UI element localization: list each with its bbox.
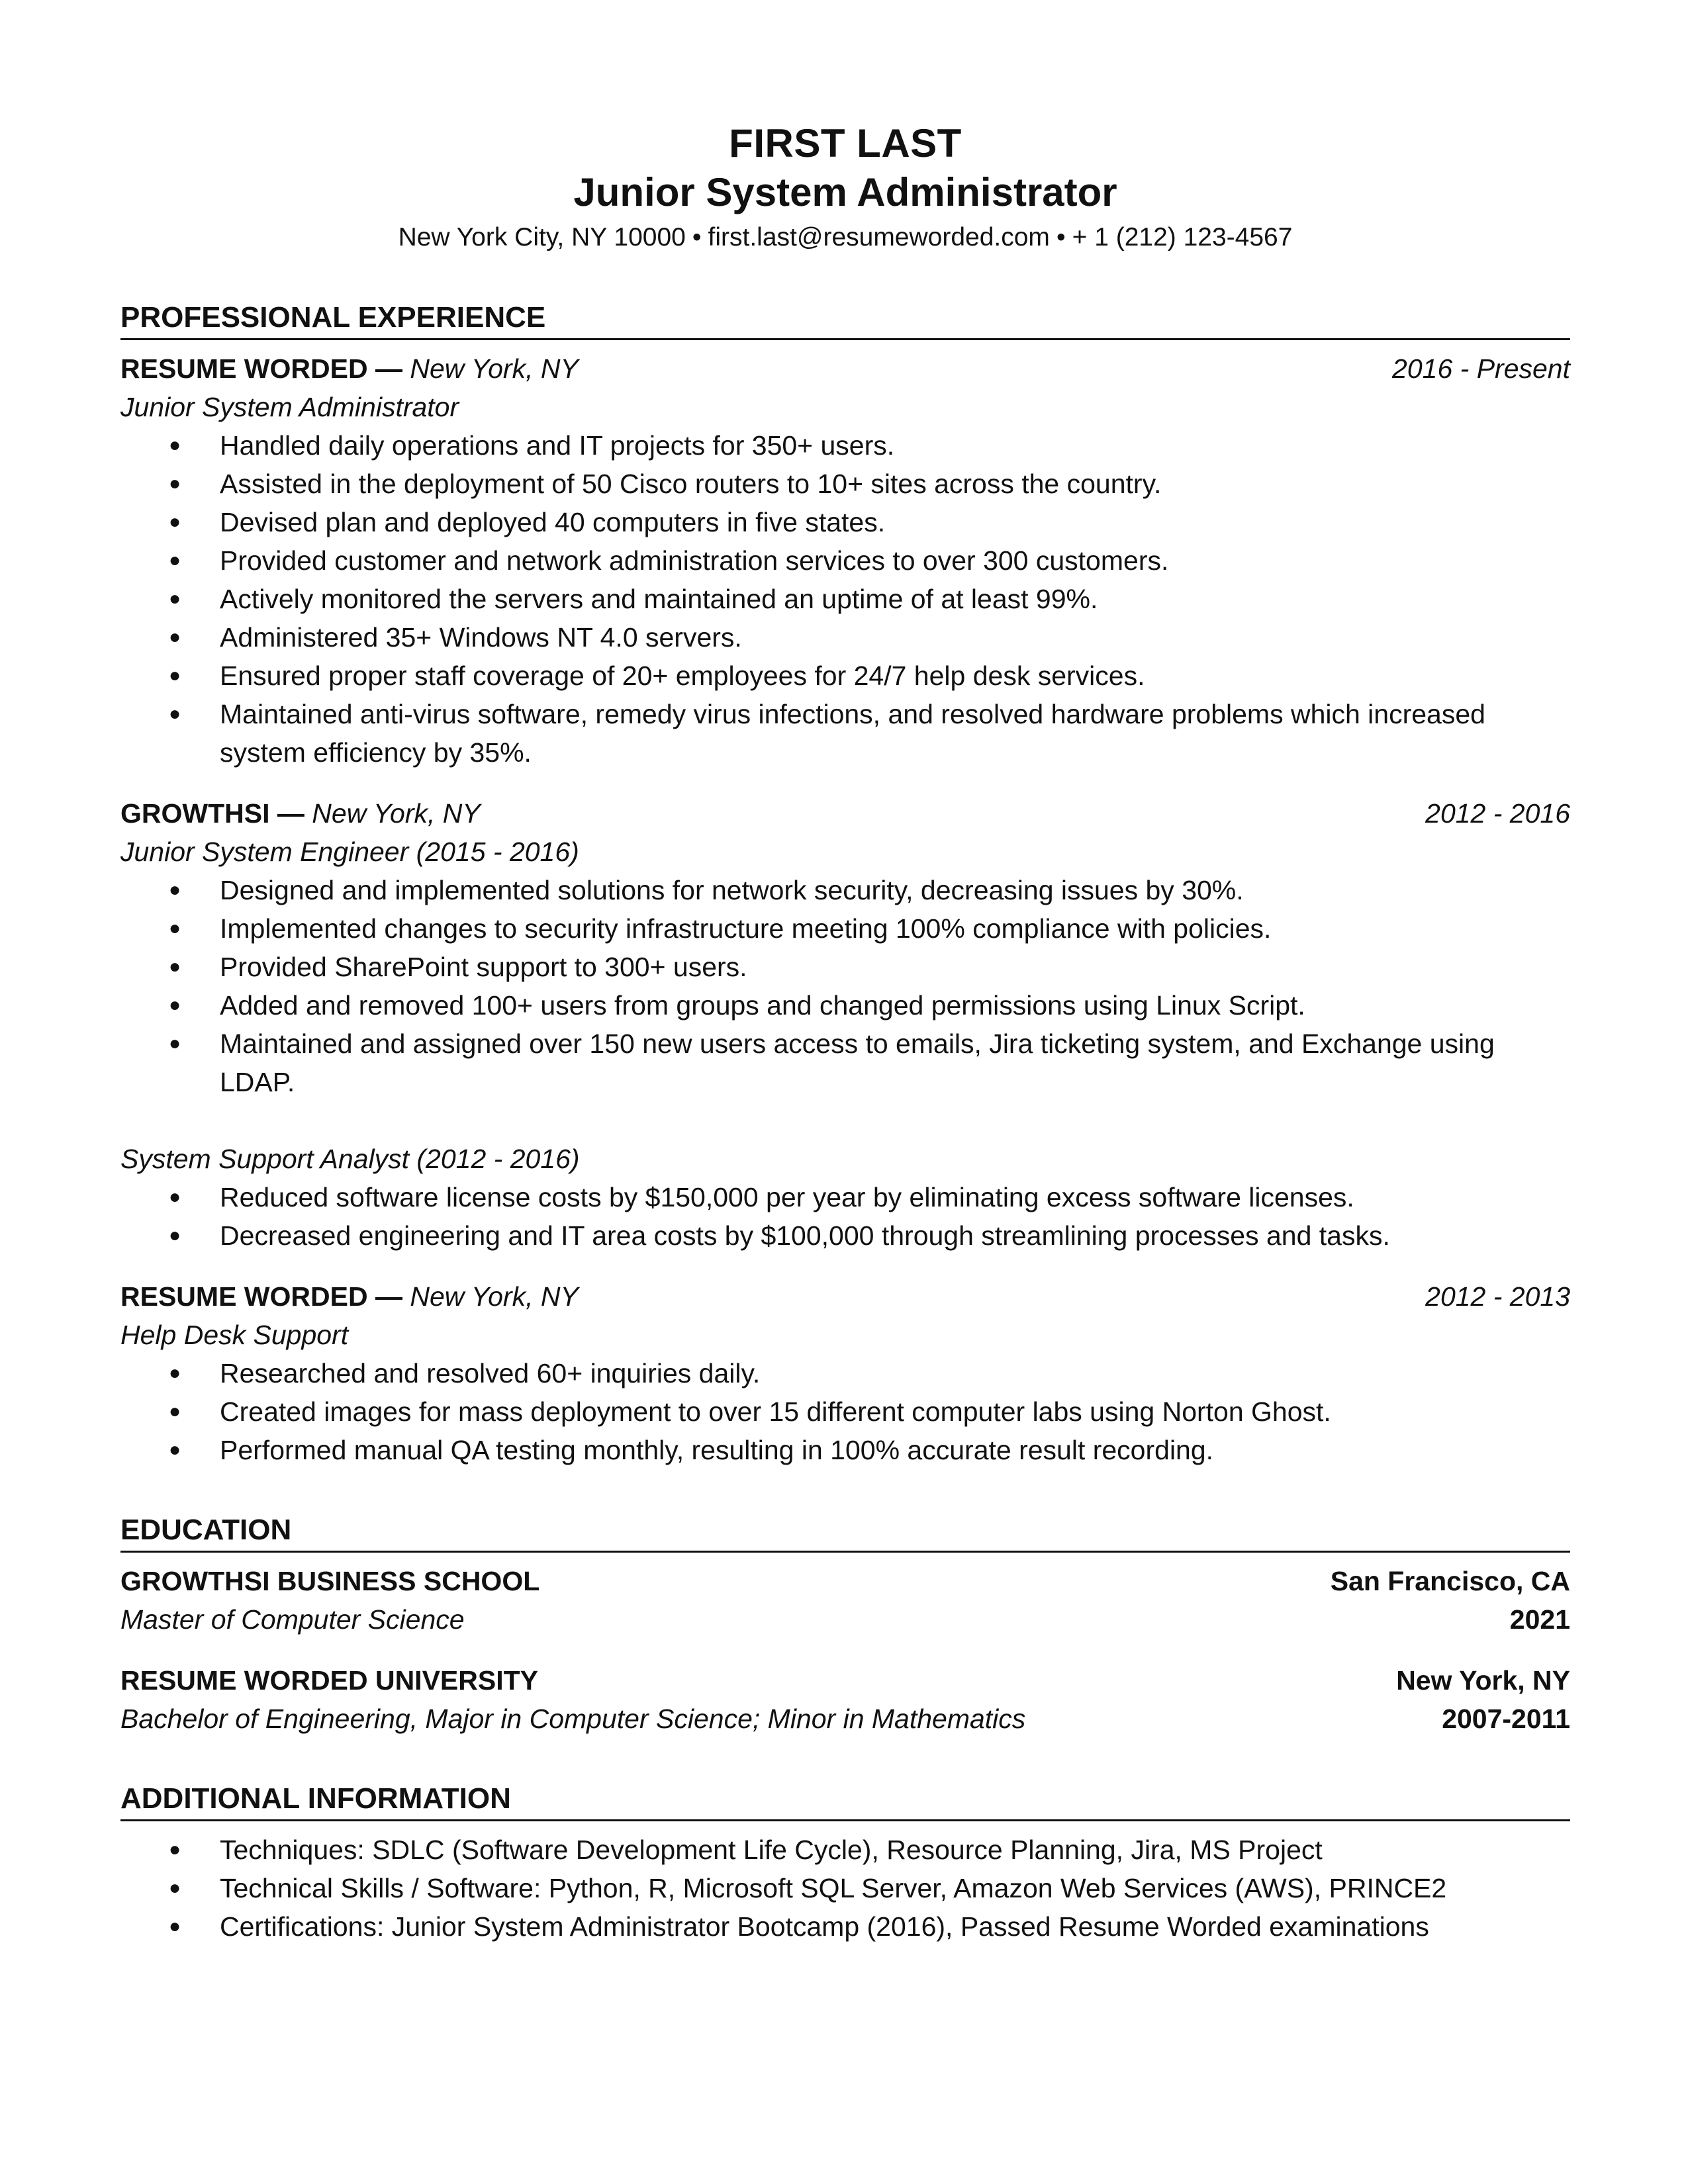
school-location: San Francisco, CA — [1330, 1566, 1570, 1596]
job-location: New York, NY — [410, 353, 579, 384]
section-heading-education: EDUCATION — [120, 1512, 1570, 1553]
list-item: ● Technical Skills / Software: Python, R, Microsoft SQL Server, Amazon Web Services (AWS), PRINCE2 — [120, 1869, 1570, 1907]
bullet-list — [120, 871, 1570, 1101]
section-heading-additional: ADDITIONAL INFORMATION — [120, 1780, 1570, 1821]
list-item: ● Techniques: SDLC (Software Development Life Cycle), Resource Planning, Jira, MS Project — [120, 1831, 1570, 1869]
list-item: ● Decreased engineering and IT area costs by $100,000 through streamlining processes and tasks. — [120, 1216, 1570, 1255]
job-header — [120, 794, 1570, 833]
bullet-list — [120, 426, 1570, 772]
list-item: ● Designed and implemented solutions for network security, decreasing issues by 30%. — [120, 871, 1570, 909]
list-item: ● Researched and resolved 60+ inquiries daily. — [120, 1354, 1570, 1392]
company-name: GROWTHSI — — [120, 798, 305, 829]
resume-page — [120, 119, 1570, 1946]
job-location: New York, NY — [410, 1281, 579, 1312]
education-entry — [120, 1562, 1570, 1639]
school-location: New York, NY — [1396, 1665, 1570, 1696]
contact-line — [120, 218, 1570, 257]
contact-separator: • — [1056, 223, 1066, 251]
list-item: ● Provided customer and network administration services to over 300 customers. — [120, 541, 1570, 580]
list-item: ● Handled daily operations and IT projects for 350+ users. — [120, 426, 1570, 465]
education-header — [120, 1562, 1570, 1600]
school-name: GROWTHSI BUSINESS SCHOOL — [120, 1566, 540, 1596]
education-header — [120, 1661, 1570, 1700]
contact-separator: • — [692, 223, 702, 251]
list-item: ● Maintained and assigned over 150 new users access to emails, Jira ticketing system, and Exchange using LDAP. — [120, 1024, 1570, 1101]
job-role: Junior System Administrator — [120, 392, 459, 422]
degree: Master of Computer Science — [120, 1604, 465, 1635]
company-name: RESUME WORDED — — [120, 353, 402, 384]
job-entry — [120, 794, 1570, 1255]
graduation-year: 2007-2011 — [1442, 1704, 1570, 1734]
job-dates: 2012 - 2016 — [1425, 798, 1570, 829]
job-header — [120, 1277, 1570, 1316]
list-item: ● Certifications: Junior System Administrator Bootcamp (2016), Passed Resume Worded examinations — [120, 1907, 1570, 1946]
job-dates: 2016 - Present — [1392, 353, 1570, 384]
degree: Bachelor of Engineering, Major in Computer Science; Minor in Mathematics — [120, 1704, 1026, 1734]
bullet-list — [120, 1831, 1570, 1946]
bullet-list — [120, 1178, 1570, 1255]
job-role: Help Desk Support — [120, 1320, 349, 1350]
contact-phone: + 1 (212) 123-4567 — [1072, 223, 1293, 251]
job-location: New York, NY — [312, 798, 481, 829]
list-item: ● Assisted in the deployment of 50 Cisco routers to 10+ sites across the country. — [120, 465, 1570, 503]
list-item: ● Added and removed 100+ users from groups and changed permissions using Linux Script. — [120, 986, 1570, 1024]
education-detail — [120, 1600, 1570, 1639]
candidate-name: FIRST LAST — [729, 121, 962, 165]
candidate-title: Junior System Administrator — [573, 170, 1117, 214]
job-header — [120, 349, 1570, 388]
list-item: ● Reduced software license costs by $150,000 per year by eliminating excess software licenses. — [120, 1178, 1570, 1216]
education-entry — [120, 1661, 1570, 1738]
job-dates: 2012 - 2013 — [1425, 1281, 1570, 1312]
list-item: ● Performed manual QA testing monthly, resulting in 100% accurate result recording. — [120, 1431, 1570, 1469]
list-item: ● Created images for mass deployment to over 15 different computer labs using Norton Ghost. — [120, 1392, 1570, 1431]
job-entry — [120, 1277, 1570, 1469]
bullet-list — [120, 1354, 1570, 1469]
education-detail — [120, 1700, 1570, 1738]
list-item: ● Provided SharePoint support to 300+ users. — [120, 948, 1570, 986]
list-item: ● Actively monitored the servers and maintained an uptime of at least 99%. — [120, 580, 1570, 618]
job-entry — [120, 349, 1570, 772]
school-name: RESUME WORDED UNIVERSITY — [120, 1665, 538, 1696]
list-item: ● Devised plan and deployed 40 computers in five states. — [120, 503, 1570, 541]
graduation-year: 2021 — [1509, 1604, 1570, 1635]
list-item: ● Implemented changes to security infrastructure meeting 100% compliance with policies. — [120, 909, 1570, 948]
section-heading-experience: PROFESSIONAL EXPERIENCE — [120, 299, 1570, 340]
resume-header — [120, 119, 1570, 257]
contact-email[interactable]: first.last@resumeworded.com — [708, 223, 1050, 251]
list-item: ● Ensured proper staff coverage of 20+ employees for 24/7 help desk services. — [120, 657, 1570, 695]
list-item: ● Administered 35+ Windows NT 4.0 servers. — [120, 618, 1570, 657]
company-name: RESUME WORDED — — [120, 1281, 402, 1312]
job-role: Junior System Engineer (2015 - 2016) — [120, 837, 579, 867]
contact-location: New York City, NY 10000 — [398, 223, 686, 251]
list-item: ● Maintained anti-virus software, remedy virus infections, and resolved hardware problems which increased system efficiency by 35%. — [120, 695, 1570, 772]
job-role: System Support Analyst (2012 - 2016) — [120, 1144, 580, 1174]
